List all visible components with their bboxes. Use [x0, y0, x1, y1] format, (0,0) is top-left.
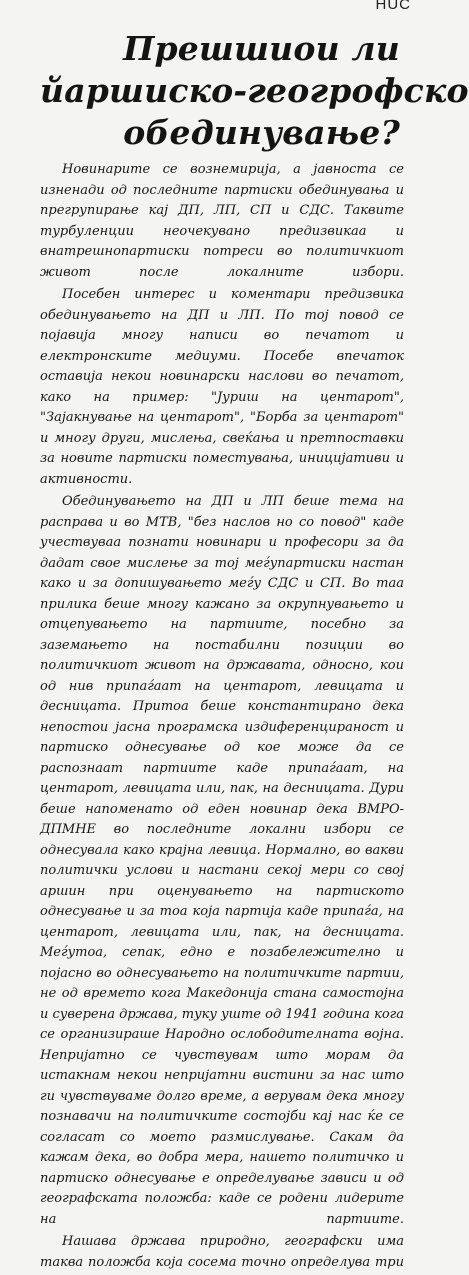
paragraph-4: Нашава држава природно, географски има таква положба која сосема точно определува три [40, 1234, 404, 1270]
paragraph-1: Новинарите се вознемирија, а јавноста се изненади од последните партиски обединувања и прегрупирање кај ДП, ЛП, СП и СДС. Таквите турбуленции неочекувано предизвикаа и внатрешнопартиски потреси во политичкиот живот после локалните избори. [40, 162, 404, 280]
headline-line-3: обединување? [123, 113, 400, 152]
paragraph-2: Посебен интерес и коментари предизвика обединувањето на ДП и ЛП. По тој повод се појавија многу написи во печатот и електронските медиуми. Посебе впечаток оставија некои новинарски наслови во печатот, како на пример: "Јуриш на центарот", "Зајакнување на центарот", "Борба за центарот" и многу други, мислења, свеќања и претпоставки за новите партиски поместувања, иницијативи и активности. [40, 287, 404, 487]
page-header-fragment: HUC [375, 0, 411, 13]
headline-line-1: Прешшиои ли [123, 29, 400, 68]
headline-line-2: йаршиско-геогрофско [40, 71, 469, 110]
paragraph-3: Обединувањето на ДП и ЛП беше тема на расправа и во МТВ, "без наслов но со повод" каде учествуваа познати новинари и професори за да дадат свое мислење за тој меѓупартиски настан како и за допишувањето меѓу СДС и СП. Во таа прилика беше многу кажано за окрупнувањето и отцепувањето на партиите, посебно за заземањето на постабилни позиции во политичкиот живот на државата, односно, кои од нив припаѓаат на центарот, левицата и десницата. Притоа беше константирано дека непостои јасна програмска издиференцираност и партиско однесување од кое може да се распознаат партиите каде припаѓаат, на центарот, левицата или, пак, на десницата. Дури беше напоменато од еден новинар дека ВМРО-ДПМНЕ во последните локални избори се однесувала како крајна левица. Нормално, во вакви политички услови и настани секој мери со свој аршин при оценувањето на партиското однесување и за тоа која партија каде припаѓа, на центарот, левицата или, пак, на десницата. Меѓутоа, сепак, едно е позабележително и појасно во однесувањето на политичките партии, не од времето кога Македонија стана самостојна и суверена држава, туку уште од 1941 година кога се организираше Народно ослободителната војна. Непријатно се чувствувам што морам да истакнам некои непријатни вистини за нас што ги чувствуваме долго време, а верувам дека многу познавачи на политичките состојби кај нас ќе се согласат со моето размислување. Сакам да кажам дека, во добра мера, нашето политичко и партиско однесување е определување зависи и од географската положба: каде се родени лидерите на партиите. [40, 494, 404, 1227]
article-headline [40, 28, 469, 154]
article-body [40, 160, 404, 1275]
